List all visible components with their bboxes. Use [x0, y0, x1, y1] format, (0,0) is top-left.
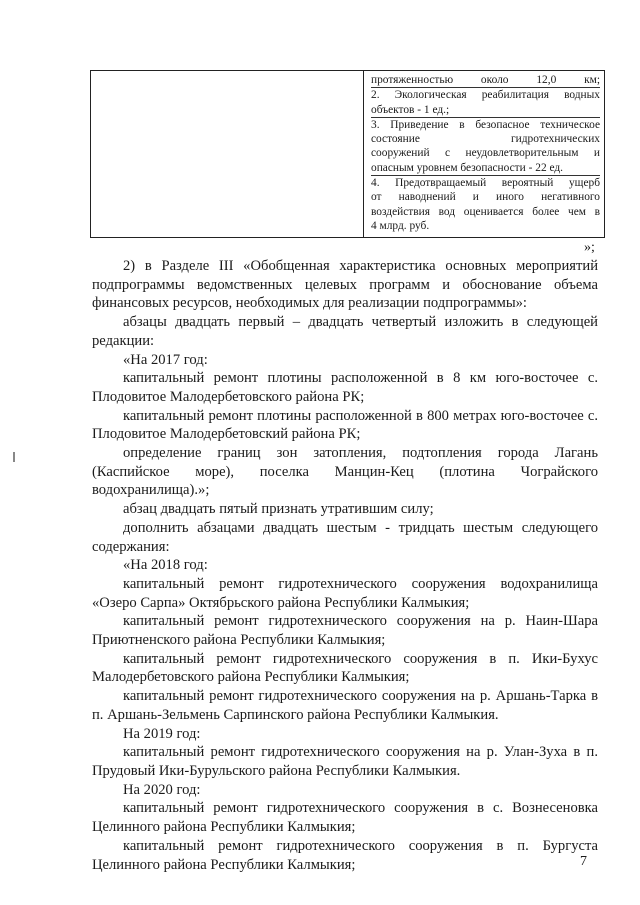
paragraph: капитальный ремонт гидротехнического сооружения на р. Аршань-Тарка в п. Аршань-Зельмень Сарпинского района Республики Калмыкия.	[92, 688, 598, 723]
paragraph: На 2019 год:	[123, 725, 201, 742]
table-cell-line: сооружений с неудовлетворительным и	[371, 147, 600, 160]
paragraph: капитальный ремонт гидротехнического сооружения в с. Вознесеновка Целинного района Республики Калмыкия;	[92, 800, 598, 836]
paragraph: капитальный ремонт плотины расположенной в 800 метрах юго-восточее с. Плодовитое Малодербетовский района РК;	[92, 407, 598, 443]
paragraph: капитальный ремонт гидротехнического сооружения в п. Ики-Бухус Малодербетовского района Республики Калмыкия;	[92, 650, 598, 686]
paragraph: определение границ зон затопления, подтопления города Лагань (Каспийское море), поселка Манцин-Кец (плотина Чограйского водохранилища).»;	[92, 445, 598, 499]
table-cell-line: от наводнений и иного негативного	[371, 191, 600, 204]
table-cell-line: 4. Предотвращаемый вероятный ущерб	[371, 177, 600, 190]
table-cell-line: 2. Экологическая реабилитация водных	[371, 89, 600, 102]
paragraph: капитальный ремонт гидротехнического сооружения водохранилища «Озеро Сарпа» Октябрьского района Республики Калмыкия;	[92, 575, 598, 611]
table-cell-line: объектов - 1 ед.;	[371, 103, 600, 118]
paragraph: капитальный ремонт гидротехнического сооружения на р. Наин-Шара Приютненского района Республики Калмыкия;	[92, 613, 598, 649]
paragraph: капитальный ремонт гидротехнического сооружения на р. Улан-Зуха в п. Прудовый Ики-Бурульского района Республики Калмыкия.	[92, 744, 598, 779]
table-left-cell	[91, 71, 364, 237]
paragraph: капитальный ремонт плотины расположенной в 8 км юго-восточее с. Плодовитое Малодербетовского района РК;	[92, 370, 598, 405]
paragraph: абзацы двадцать первый – двадцать четвертый изложить в следующей редакции:	[92, 314, 598, 349]
paragraph: 2) в Разделе III «Обобщенная характеристика основных мероприятий подпрограммы ведомственных целевых программ и обоснование объема финансовых ресурсов, необходимых для реализации подпрограммы»:	[92, 258, 598, 312]
table-cell-line: протяженностью около 12,0 км;	[371, 73, 600, 88]
paragraph: дополнить абзацами двадцать шестым - тридцать шестым следующего содержания:	[92, 519, 598, 555]
table-cell-line: воздействия вод оценивается более чем в	[371, 205, 600, 218]
paragraph: «На 2017 год:	[123, 351, 208, 368]
table-cell-line: 4 млрд. руб.	[371, 219, 430, 232]
paragraph: абзац двадцать пятый признать утратившим силу;	[123, 501, 434, 518]
table-cell-line: состояние гидротехнических	[371, 133, 600, 146]
paragraph: капитальный ремонт гидротехнического сооружения в п. Бургуста Целинного района Республики Калмыкия;	[92, 837, 598, 873]
program-table	[90, 70, 605, 238]
paragraph: «На 2018 год:	[123, 557, 208, 574]
table-cell-line: 3. Приведение в безопасное техническое	[371, 118, 600, 131]
page-number: 7	[580, 854, 587, 869]
margin-mark	[13, 452, 15, 462]
closing-quote: »;	[584, 240, 595, 255]
table-right-cell	[364, 71, 604, 237]
body-text	[92, 257, 598, 874]
table-cell-line: опасным уровнем безопасности - 22 ед.	[371, 161, 600, 176]
paragraph: На 2020 год:	[123, 781, 201, 798]
